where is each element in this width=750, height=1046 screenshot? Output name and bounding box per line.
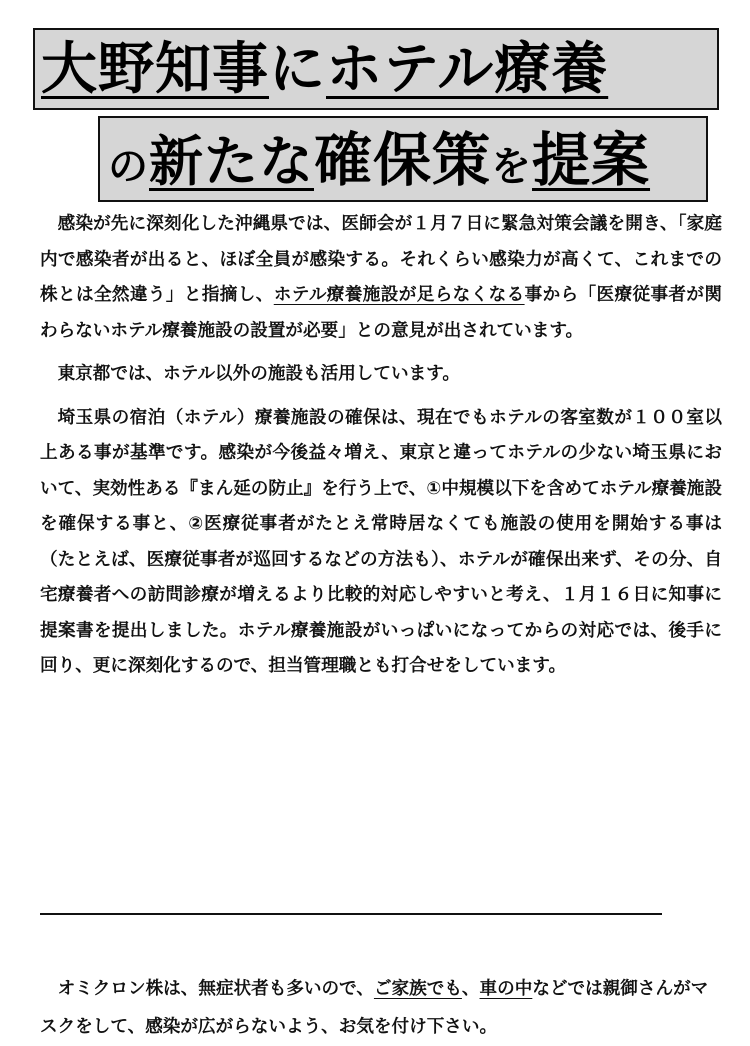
paragraph-tokyo: 東京都では、ホテル以外の施設も活用しています。: [57, 364, 460, 384]
headline-hotel-recuperation: ホテル療養: [326, 37, 609, 102]
closing-note: [40, 970, 722, 1046]
headline-proposal: 提案: [532, 126, 651, 194]
okinawa-text-2: 事から「医療従事者が関わらないホテル療養施設の設置が必要」との意見が出されています。: [40, 285, 722, 341]
okinawa-text-1: 感染が先に深刻化した沖縄県では、医師会が１月７日に緊急対策会議を開き、「家庭内で感染者が出ると、ほぼ全員が感染する。それくらい感染力が高くて、これまでの株とは全然違う」と指摘し、: [40, 214, 722, 305]
closing-underlined-family: ご家族でも: [373, 978, 462, 999]
okinawa-underlined: ホテル療養施設が足らなくなる: [273, 285, 525, 305]
closing-text-3: などでは親御さんがマスクをして、感染が広がらないよう、お気を付け下さい。: [40, 978, 709, 1037]
headline-measures: 確保策: [314, 126, 492, 194]
headline-particle: を: [491, 144, 533, 190]
divider-line: [40, 913, 662, 915]
headline-new: 新たな: [149, 130, 314, 193]
headline-line-2: [98, 116, 708, 202]
paragraph-okinawa: [40, 207, 722, 349]
closing-underlined-car: 車の中: [479, 978, 533, 999]
paragraph-saitama: 埼玉県の宿泊（ホテル）療養施設の確保は、現在でもホテルの客室数が１００室以上ある事が基準です。感染が今後益々増え、東京と違ってホテルの少ない埼玉県において、実効性ある『まん延の防止』を行う上で、①中規模以下を含めてホテル療養施設を確保する事と、②医療従事者がたとえ常時居なくても施設の使用を開始する事は（たとえば、医療従事者が巡回するなどの方法も）、ホテルが確保出来ず、その分、自宅療養者への訪問診療が増えるより比較的対応しやすいと考え、１月１６日に知事に提案書を提出しました。ホテル療養施設がいっぱいになってからの対応では、後手に回り、更に深刻化するので、担当管理職とも打合せをしています。: [40, 407, 722, 676]
article-body: [40, 207, 722, 685]
headline-line-1: [33, 28, 719, 110]
headline-particle: の: [108, 144, 149, 190]
headline-particle: に: [269, 37, 326, 102]
closing-text-1: オミクロン株は、無症状者も多いので、: [57, 978, 374, 999]
closing-text-2: 、: [461, 978, 480, 999]
headline-governor: 大野知事: [41, 37, 269, 102]
